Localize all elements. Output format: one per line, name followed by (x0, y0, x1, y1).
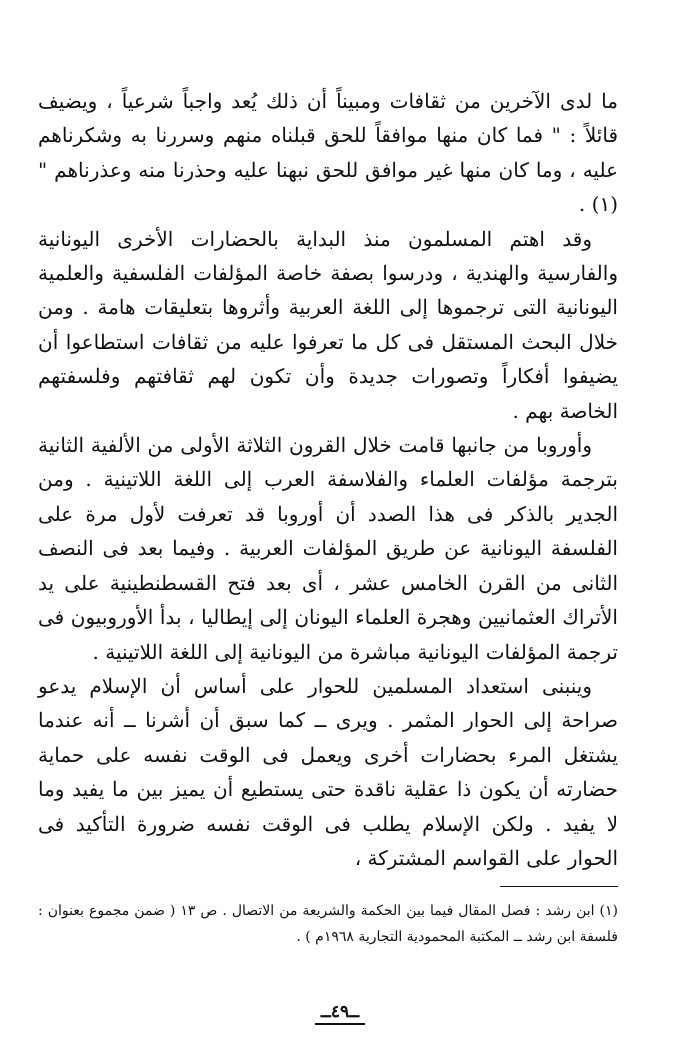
footnote-1: (١) ابن رشد : فصل المقال فيما بين الحكمة والشريعة من الاتصال . ص ١٣ ( ضمن مجموع بعنوان : فلسفة ابن رشد ــ المكتبة المحمودية التجارية ١٩٦٨م ) . (38, 903, 618, 945)
body-text (38, 84, 618, 875)
page-number (0, 1002, 680, 1022)
paragraph-1: ما لدى الآخرين من ثقافات ومبيناً أن ذلك يُعد واجباً شرعياً ، ويضيف قائلاً : " فما كان منها موافقاً للحق قبلناه منهم وسررنا به وشكرناهم عليه ، وما كان منها غير موافق للحق نبهنا عليه وحذرنا منه وعذرناهم " (١) . (38, 89, 618, 217)
page-number-label: ــ٤٩ــ (315, 1002, 365, 1025)
paragraph-4: وينبنى استعداد المسلمين للحوار على أساس أن الإسلام يدعو صراحة إلى الحوار المثمر . ويرى ــ كما سبق أن أشرنا ــ أنه عندما يشتغل المرء بحضارات أخرى ويعمل فى الوقت نفسه على حماية حضارته أن يكون ذا عقلية ناقدة حتى يستطيع أن يميز بين ما يفيد وما لا يفيد . ولكن الإسلام يطلب فى الوقت نفسه ضرورة التأكيد فى الحوار على القواسم المشتركة ، (38, 673, 618, 870)
paragraph-3: وأوروبا من جانبها قامت خلال القرون الثلاثة الأولى من الألفية الثانية بترجمة مؤلفات العلماء والفلاسفة العرب إلى اللغة اللاتينية . ومن الجدير بالذكر فى هذا الصدد أن أوروبا قد تعرفت لأول مرة على الفلسفة اليونانية عن طريق المؤلفات العربية . وفيما بعد فى النصف الثانى من القرن الخامس عشر ، أى بعد فتح القسطنطينية على يد الأتراك العثمانيين وهجرة العلماء اليونان إلى إيطاليا ، بدأ الأوروبيون فى ترجمة المؤلفات اليونانية مباشرة من اليونانية إلى اللغة اللاتينية . (38, 433, 618, 664)
footnotes (38, 898, 618, 950)
footnote-divider (500, 886, 618, 887)
paragraph-2: وقد اهتم المسلمون منذ البداية بالحضارات الأخرى اليونانية والفارسية والهندية ، ودرسوا بصفة خاصة المؤلفات الفلسفية والعلمية اليونانية التى ترجموها إلى اللغة العربية وأثروها بتعليقات هامة . ومن خلال البحث المستقل فى كل ما تعرفوا عليه من ثقافات استطاعوا أن يضيفوا أفكاراً وتصورات جديدة وأن تكون لهم ثقافتهم وفلسفتهم الخاصة بهم . (38, 226, 618, 423)
